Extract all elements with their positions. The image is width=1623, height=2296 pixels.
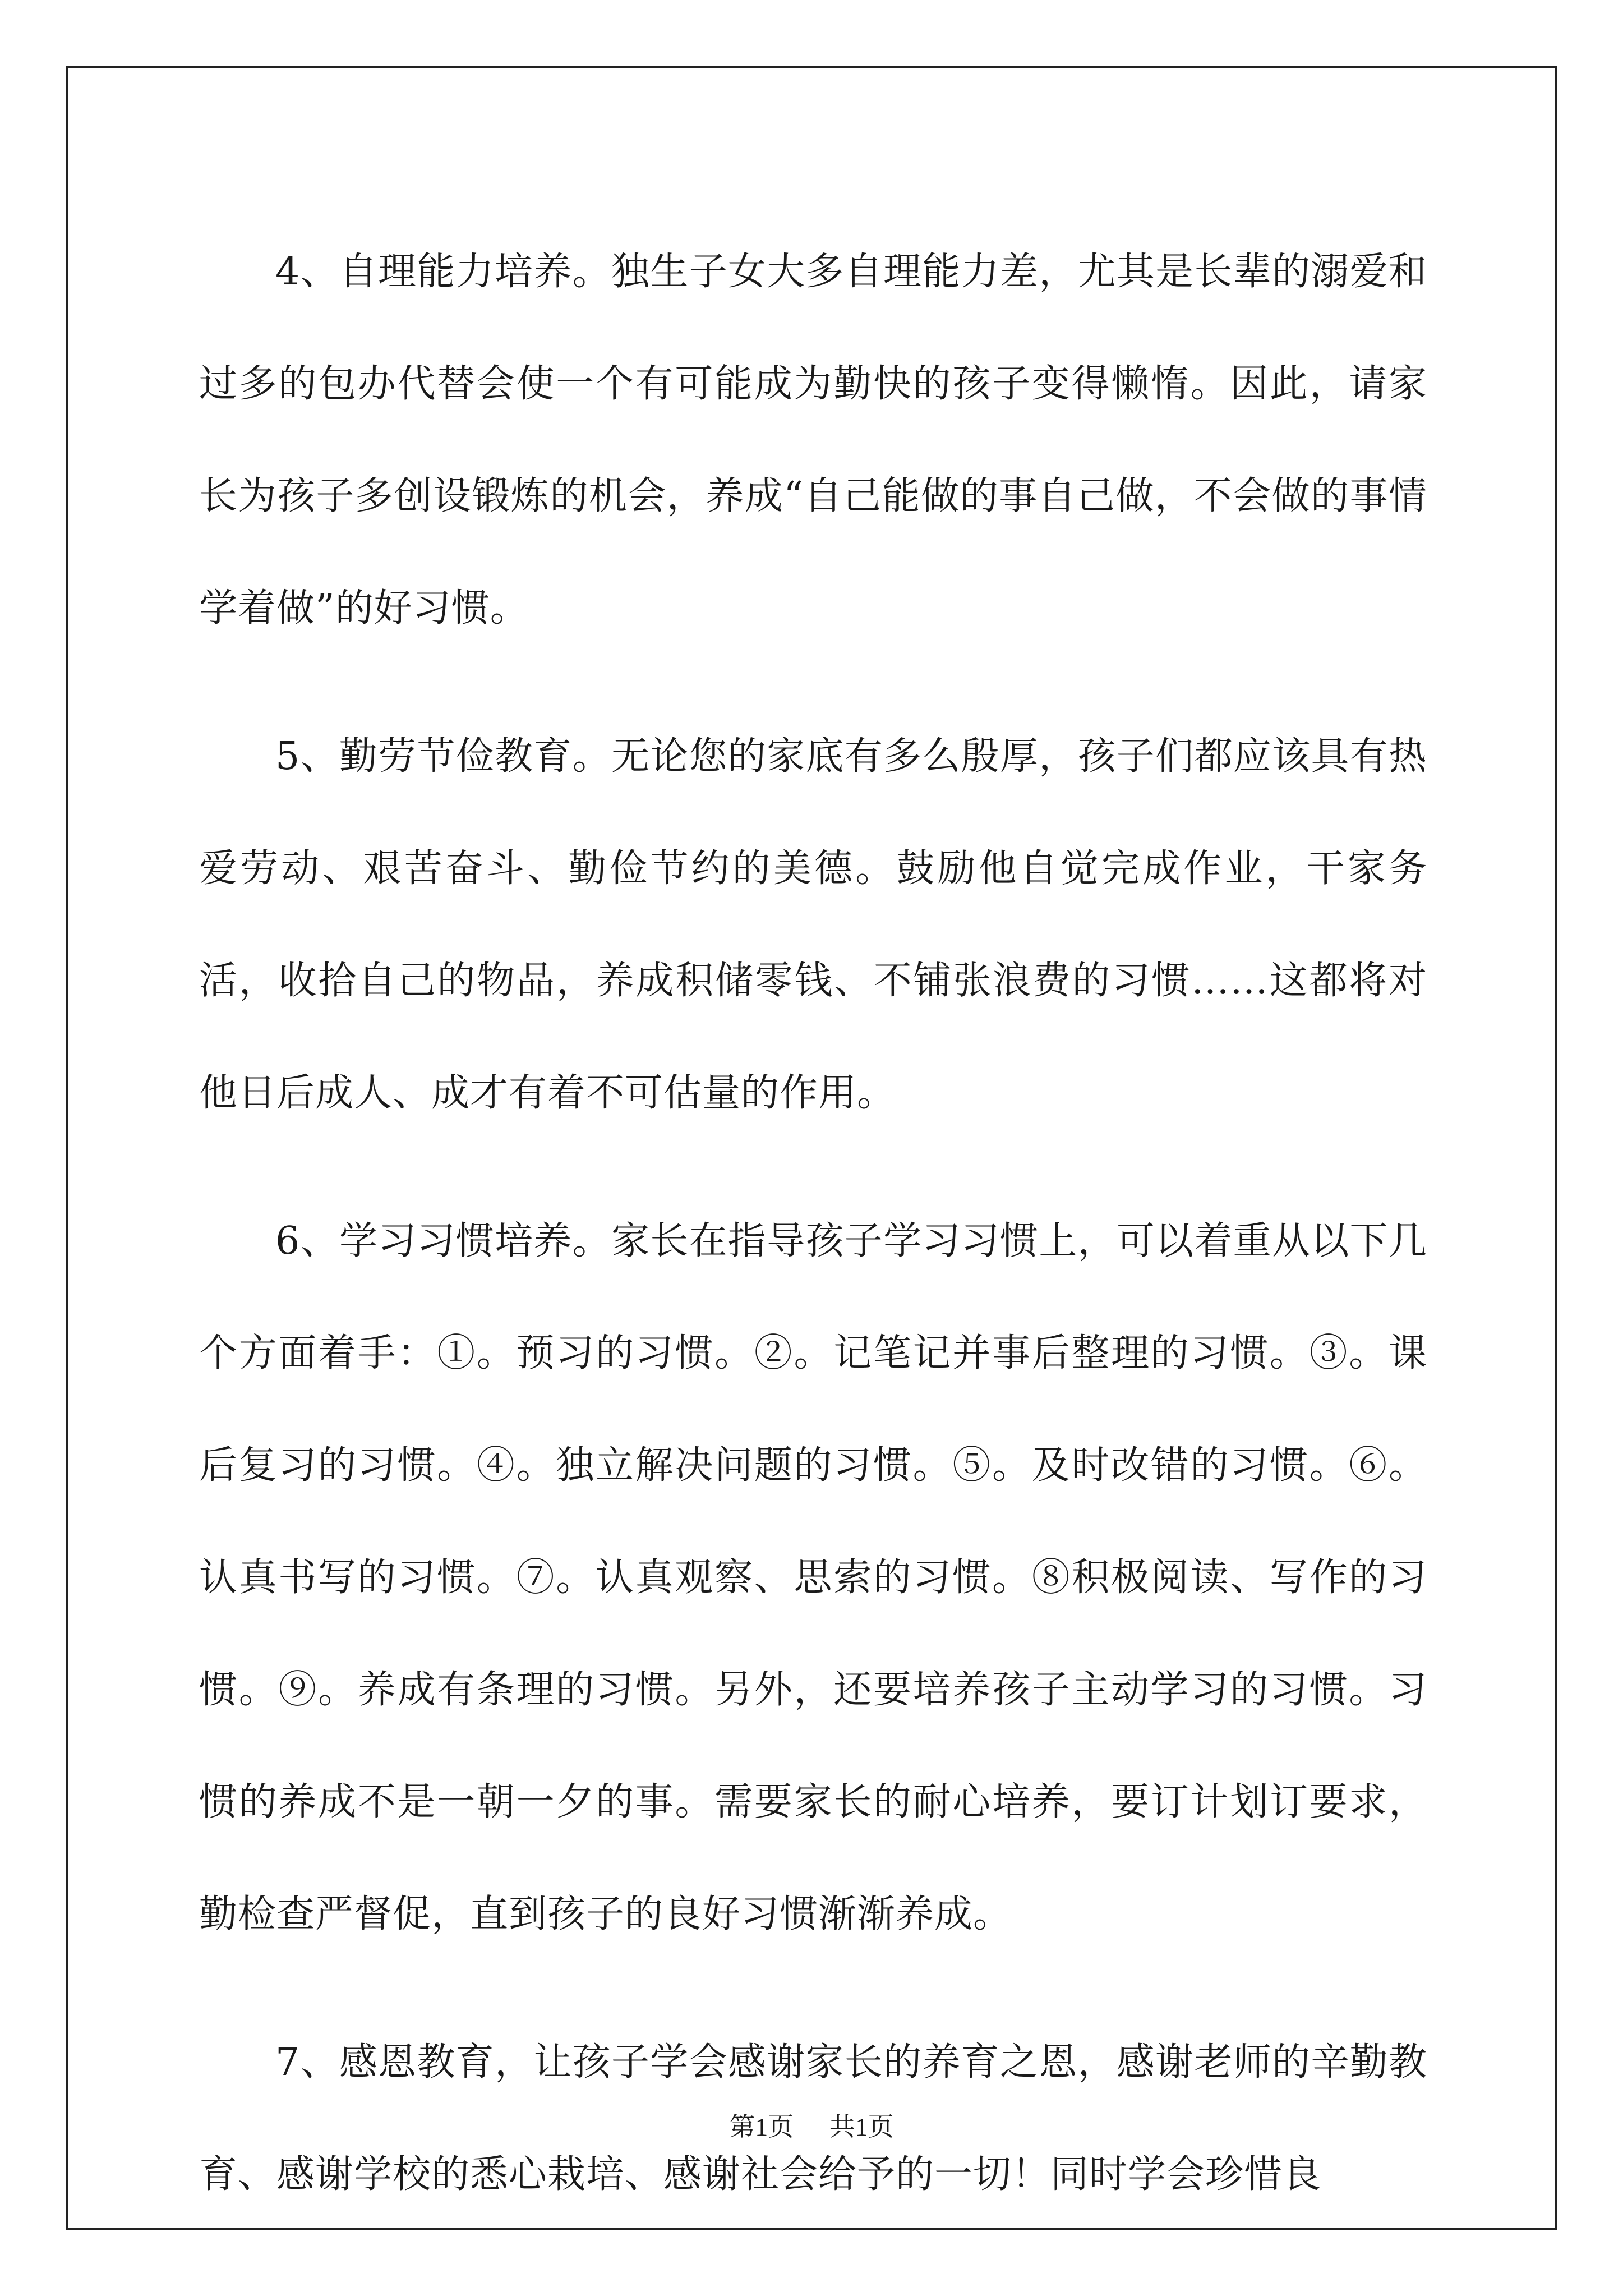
- page-footer: [0, 2106, 1623, 2143]
- paragraph-4: 4、自理能力培养。独生子女大多自理能力差，尤其是长辈的溺爱和过多的包办代替会使一个有可能成为勤快的孩子变得懒惰。因此，请家长为孩子多创设锻炼的机会，养成“自己能做的事自己做，不会做的事情学着做”的好习惯。: [199, 250, 1427, 631]
- paragraph-7: 7、感恩教育，让孩子学会感谢家长的养育之恩，感谢老师的辛勤教育、感谢学校的悉心栽培、感谢社会给予的一切！同时学会珍惜良: [199, 2040, 1427, 2197]
- document-body: [199, 216, 1427, 2267]
- paragraph-6: 6、学习习惯培养。家长在指导孩子学习习惯上，可以着重从以下几个方面着手：①。预习的习惯。②。记笔记并事后整理的习惯。③。课后复习的习惯。④。独立解决问题的习惯。⑤。及时改错的习惯。⑥。认真书写的习惯。⑦。认真观察、思索的习惯。⑧积极阅读、写作的习惯。⑨。养成有条理的习惯。另外，还要培养孩子主动学习的习惯。习惯的养成不是一朝一夕的事。需要家长的耐心培养，要订计划订要求，勤检查严督促，直到孩子的良好习惯渐渐养成。: [199, 1219, 1427, 1936]
- paragraph-5: 5、勤劳节俭教育。无论您的家底有多么殷厚，孩子们都应该具有热爱劳动、艰苦奋斗、勤俭节约的美德。鼓励他自觉完成作业，干家务活，收拾自己的物品，养成积储零钱、不铺张浪费的习惯……这都将对他日后成人、成才有着不可估量的作用。: [199, 734, 1427, 1115]
- page-number-current: 第1页: [729, 2113, 794, 2141]
- page-number-total: 共1页: [829, 2113, 894, 2141]
